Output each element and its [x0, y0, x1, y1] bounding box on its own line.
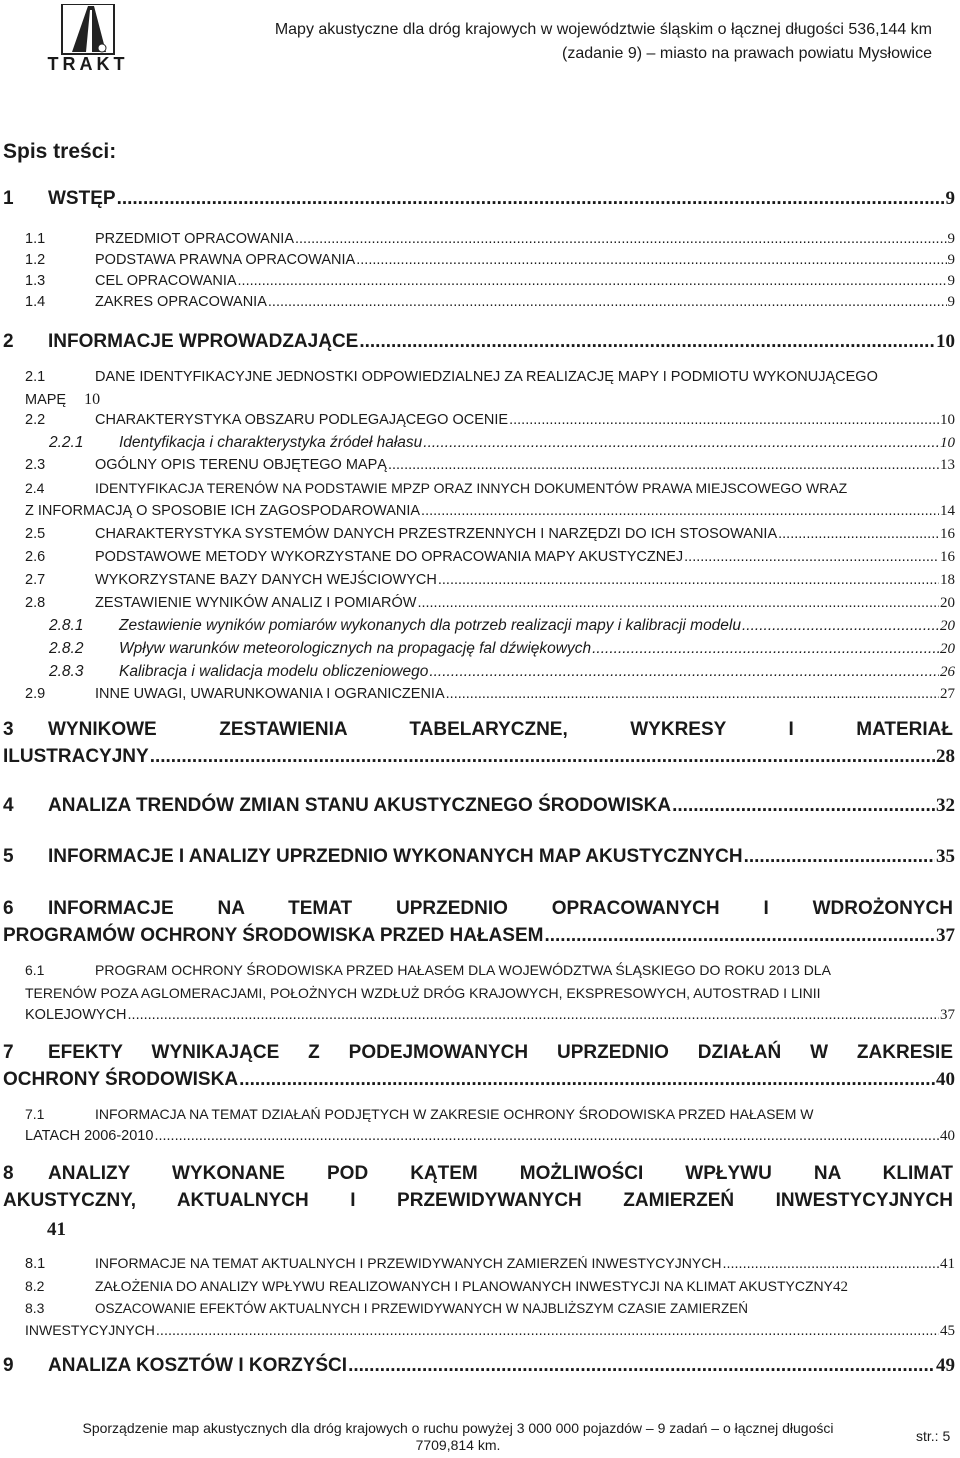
toc-leader	[544, 925, 935, 947]
toc-number: 1.4	[25, 294, 46, 310]
toc-title-text: KOLEJOWYCH	[25, 1007, 127, 1023]
toc-number: 1.2	[25, 252, 46, 268]
toc-number: 2.8.3	[49, 663, 84, 680]
toc-entry-2-8[interactable]	[25, 595, 955, 612]
toc-entry-6[interactable]	[3, 898, 955, 920]
toc-title-text: Wpływ warunków meteorologicznych na propagację fal dźwiękowych	[119, 640, 592, 657]
toc-entry-2-1[interactable]	[25, 369, 878, 385]
toc-entry-5[interactable]	[3, 846, 955, 868]
toc-page: 20	[940, 641, 955, 657]
toc-entry-8-cont[interactable]	[3, 1190, 955, 1212]
toc-number: 2.2.1	[49, 434, 84, 451]
toc-entry-7-1-cont[interactable]	[25, 1128, 955, 1145]
toc-page: 16	[940, 549, 955, 565]
toc-title-text: PROGRAMÓW OCHRONY ŚRODOWISKA PRZED HAŁASEM	[3, 925, 544, 946]
toc-title-text: CHARAKTERYSTYKA SYSTEMÓW DANYCH PRZESTRZENNYCH I NARZĘDZI DO ICH STOSOWANIA	[95, 526, 778, 542]
toc-leader	[154, 1128, 939, 1144]
toc-title-text: CEL OPRACOWANIA	[95, 273, 237, 289]
toc-page: 41	[940, 1256, 955, 1272]
toc-page: 14	[940, 503, 955, 519]
toc-title-text: INFORMACJE NA TEMAT AKTUALNYCH I PRZEWIDYWANYCH ZAMIERZEŃ INWESTYCYJNYCH	[95, 1255, 722, 1271]
toc-leader	[778, 526, 939, 542]
toc-leader	[417, 595, 939, 611]
toc-leader	[429, 663, 939, 681]
toc-title-text: Identyfikacja i charakterystyka źródeł hałasu	[119, 434, 423, 451]
toc-page: 18	[940, 572, 955, 588]
toc-page: 20	[940, 618, 955, 634]
toc-page: 49	[936, 1355, 955, 1376]
toc-leader	[509, 412, 939, 428]
toc-number: 8.2	[25, 1278, 45, 1294]
toc-title-text: EFEKTY WYNIKAJĄCE Z PODEJMOWANYCH UPRZEDNIO DZIAŁAŃ W ZAKRESIE	[48, 1042, 953, 1063]
toc-title-text: ILUSTRACYJNY	[3, 746, 149, 767]
toc-entry-4[interactable]	[3, 795, 955, 817]
toc-number: 3	[3, 719, 14, 740]
toc-title-text: TERENÓW POZA AGLOMERACJAMI, POŁOŻNYCH WZDŁUŻ DRÓG KRAJOWYCH, EKSPRESOWYCH, AUTOSTRAD I LINII	[25, 985, 821, 1001]
toc-leader	[150, 746, 935, 768]
toc-title-text: OSZACOWANIE EFEKTÓW AKTUALNYCH I PRZEWIDYWANYCH W NAJBLIŻSZYM CZASIE ZAMIERZEŃ	[95, 1301, 749, 1316]
toc-page: 13	[940, 457, 955, 473]
toc-number: 2.6	[25, 549, 46, 565]
toc-page: 32	[936, 795, 955, 816]
toc-number: 2.9	[25, 686, 46, 702]
toc-title-text: PRZEDMIOT OPRACOWANIA	[95, 231, 294, 247]
toc-number: 2.8.1	[49, 617, 84, 634]
toc-entry-8-page: 41	[47, 1219, 66, 1240]
toc-title-text: ANALIZY WYKONANE POD KĄTEM MOŻLIWOŚCI WPŁYWU NA KLIMAT	[48, 1163, 953, 1184]
toc-number: 1.3	[25, 273, 46, 289]
toc-title-text: WSTĘP	[48, 188, 116, 209]
toc-number: 9	[3, 1355, 14, 1376]
toc-title-text: OGÓLNY OPIS TERENU OBJĘTEGO MAPĄ	[95, 457, 387, 473]
toc-entry-6-1-cont[interactable]	[25, 985, 821, 1001]
toc-page: 37	[940, 1007, 955, 1023]
toc-page: 16	[940, 526, 955, 542]
footer-line-2: 7709,814 km.	[415, 1437, 501, 1453]
toc-page: 9	[947, 273, 955, 289]
toc-leader	[684, 549, 939, 565]
toc-number: 2.4	[25, 480, 45, 496]
toc-page: 37	[936, 925, 955, 946]
toc-entry-2-2[interactable]	[25, 412, 955, 429]
toc-number: 2.5	[25, 526, 46, 542]
toc-title-text: PODSTAWOWE METODY WYKORZYSTANE DO OPRACOWANIA MAPY AKUSTYCZNEJ	[95, 549, 684, 565]
toc-entry-6-1[interactable]	[25, 962, 831, 978]
toc-title-text: DANE IDENTYFIKACYJNE JEDNOSTKI ODPOWIEDZIALNEJ ZA REALIZACJĘ MAPY I PODMIOTU WYKONUJĄCEGO	[95, 369, 878, 385]
toc-title-text: INFORMACJE WPROWADZAJĄCE	[48, 331, 359, 352]
toc-page: 26	[940, 664, 955, 680]
toc-entry-8[interactable]	[3, 1163, 955, 1185]
toc-title-text: ZAŁOŻENIA DO ANALIZY WPŁYWU REALIZOWANYCH I PLANOWANYCH INWESTYCJI NA KLIMAT AKUSTYCZNY	[95, 1278, 833, 1294]
toc-entry-2-3[interactable]	[25, 457, 955, 474]
toc-title-text: INWESTYCYJNYCH	[25, 1322, 155, 1338]
toc-entry-2-2-1[interactable]	[49, 434, 955, 452]
trakt-logo	[26, 4, 150, 72]
footer-line-1: Sporządzenie map akustycznych dla dróg krajowych o ruchu powyżej 3 000 000 pojazdów – 9 zadań – o łącznej długości	[82, 1420, 834, 1436]
toc-page: 27	[940, 686, 955, 702]
toc-leader	[128, 1007, 939, 1023]
toc-number: 7.1	[25, 1106, 45, 1122]
toc-number: 7	[3, 1042, 14, 1063]
toc-entry-2-8-1[interactable]	[49, 617, 955, 635]
toc-title-text: INNE UWAGI, UWARUNKOWANIA I OGRANICZENIA	[95, 686, 445, 702]
toc-entry-7[interactable]	[3, 1042, 955, 1064]
toc-entry-6-1-cont2[interactable]	[25, 1007, 955, 1024]
toc-number: 2	[3, 331, 14, 352]
toc-title-text: CHARAKTERYSTYKA OBSZARU PODLEGAJĄCEGO OCENIE	[95, 412, 509, 428]
toc-entry-7-cont[interactable]	[3, 1069, 955, 1091]
toc-page: 42	[832, 1279, 848, 1295]
toc-leader	[722, 1256, 939, 1272]
toc-leader	[356, 252, 946, 268]
toc-title-text: ANALIZA TRENDÓW ZMIAN STANU AKUSTYCZNEGO ŚRODOWISKA	[48, 795, 672, 816]
toc-number: 6	[3, 898, 14, 919]
toc-entry-2-5[interactable]	[25, 526, 955, 543]
toc-leader	[359, 331, 935, 353]
toc-entry-2-1-cont[interactable]	[25, 391, 100, 409]
toc-leader	[156, 1323, 939, 1339]
toc-entry-1-1[interactable]	[25, 231, 955, 248]
toc-page: 9	[947, 231, 955, 247]
toc-leader	[239, 1069, 935, 1091]
toc-number: 1.1	[25, 231, 46, 247]
toc-title-text: IDENTYFIKACJA TERENÓW NA PODSTAWIE MPZP ORAZ INNYCH DOKUMENTÓW PRAWA MIEJSCOWEGO WRAZ	[95, 480, 848, 496]
toc-title-text: INFORMACJE I ANALIZY UPRZEDNIO WYKONANYCH MAP AKUSTYCZNYCH	[48, 846, 743, 867]
toc-entry-1-2[interactable]	[25, 252, 955, 269]
toc-page: 9	[945, 188, 955, 209]
toc-leader	[295, 231, 947, 247]
toc-leader	[742, 617, 939, 635]
toc-entry-8-3-cont[interactable]	[25, 1322, 955, 1340]
toc-title-text: WYNIKOWE ZESTAWIENIA TABELARYCZNE, WYKRESY I MATERIAŁ	[48, 719, 953, 740]
toc-title-text: ZESTAWIENIE WYNIKÓW ANALIZ I POMIARÓW	[95, 595, 417, 611]
logo-text: TRAKT	[47, 54, 129, 74]
toc-page: 10	[940, 412, 955, 428]
toc-leader	[438, 572, 939, 588]
toc-entry-1[interactable]	[3, 188, 955, 210]
toc-page: 9	[947, 294, 955, 310]
header-line-2: (zadanie 9) – miasto na prawach powiatu Mysłowice	[562, 45, 932, 62]
toc-title-text: AKUSTYCZNY, AKTUALNYCH I PRZEWIDYWANYCH ZAMIERZEŃ INWESTYCYJNYCH	[3, 1190, 953, 1211]
toc-title-text: Z INFORMACJĄ O SPOSOBIE ICH ZAGOSPODAROWANIA	[25, 503, 421, 519]
toc-page: 45	[940, 1323, 955, 1339]
toc-number: 8	[3, 1163, 14, 1184]
toc-leader	[348, 1355, 935, 1377]
toc-leader	[388, 457, 939, 473]
toc-title-text: OCHRONY ŚRODOWISKA	[3, 1069, 239, 1090]
toc-number: 2.8	[25, 595, 46, 611]
toc-entry-7-1[interactable]	[25, 1106, 814, 1122]
toc-page: 10	[936, 331, 955, 352]
toc-entry-8-2[interactable]	[25, 1278, 848, 1296]
toc-page: 10	[940, 435, 955, 451]
toc-number: 2.7	[25, 572, 46, 588]
toc-number: 8.1	[25, 1256, 46, 1272]
page-number: str.: 5	[916, 1428, 951, 1444]
toc-title-text: PROGRAM OCHRONY ŚRODOWISKA PRZED HAŁASEM DLA WOJEWÓDZTWA ŚLĄSKIEGO DO ROKU 2013 DLA	[95, 962, 831, 978]
toc-entry-1-4[interactable]	[25, 294, 955, 311]
toc-number: 8.3	[25, 1300, 45, 1316]
toc-title-text: MAPĘ	[25, 392, 67, 408]
toc-number: 1	[3, 188, 14, 209]
toc-title-text: Zestawienie wyników pomiarów wykonanych dla potrzeb realizacji mapy i kalibracji modelu	[119, 617, 741, 634]
toc-entry-1-3[interactable]	[25, 273, 955, 290]
toc-page: 10	[84, 391, 101, 408]
toc-leader	[421, 503, 939, 519]
toc-entry-2-9[interactable]	[25, 686, 955, 703]
toc-number: 2.2	[25, 412, 46, 428]
toc-number: 2.3	[25, 457, 46, 473]
toc-number: 5	[3, 846, 14, 867]
toc-entry-8-1[interactable]	[25, 1255, 955, 1273]
footer-text	[18, 1420, 898, 1454]
toc-page: 20	[940, 595, 955, 611]
toc-entry-3-cont[interactable]	[3, 746, 955, 768]
toc-page: 9	[947, 252, 955, 268]
toc-entry-8-3[interactable]	[25, 1300, 748, 1316]
toc-leader	[423, 434, 939, 452]
toc-title-text: PODSTAWA PRAWNA OPRACOWANIA	[95, 252, 356, 268]
toc-leader	[672, 795, 935, 817]
toc-title-text: LATACH 2006-2010	[25, 1128, 154, 1144]
toc-number: 2.1	[25, 369, 46, 385]
toc-entry-2-7[interactable]	[25, 572, 955, 589]
toc-entry-2-6[interactable]	[25, 549, 955, 566]
toc-title-text: Kalibracja i walidacja modelu obliczeniowego	[119, 663, 429, 680]
toc-entry-2-8-3[interactable]	[49, 663, 955, 681]
toc-title-text: INFORMACJA NA TEMAT DZIAŁAŃ PODJĘTYCH W ZAKRESIE OCHRONY ŚRODOWISKA PRZED HAŁASEM W	[95, 1106, 814, 1122]
toc-entry-6-cont[interactable]	[3, 925, 955, 947]
toc-entry-2-4[interactable]	[25, 480, 847, 496]
header-line-1: Mapy akustyczne dla dróg krajowych w województwie śląskim o łącznej długości 536,144 km	[274, 21, 932, 38]
toc-leader	[744, 846, 935, 868]
toc-number: 2.8.2	[49, 640, 84, 657]
toc-title: Spis treści:	[3, 140, 117, 163]
toc-title-text: INFORMACJE NA TEMAT UPRZEDNIO OPRACOWANYCH I WDROŻONYCH	[48, 898, 953, 919]
toc-page: 28	[936, 746, 955, 767]
toc-leader	[238, 273, 947, 289]
toc-leader	[446, 686, 939, 702]
toc-page: 40	[936, 1069, 955, 1090]
toc-entry-9[interactable]	[3, 1355, 955, 1377]
toc-leader	[268, 294, 947, 310]
toc-entry-2-8-2[interactable]	[49, 640, 955, 658]
toc-leader	[592, 640, 939, 658]
toc-title-text: WYKORZYSTANE BAZY DANYCH WEJŚCIOWYCH	[95, 572, 437, 588]
toc-page: 40	[940, 1128, 955, 1144]
toc-title-text: ZAKRES OPRACOWANIA	[95, 294, 267, 310]
toc-page: 35	[936, 846, 955, 867]
toc-entry-2-4-cont[interactable]	[25, 503, 955, 520]
toc-entry-2[interactable]	[3, 331, 955, 353]
toc-number: 4	[3, 795, 14, 816]
toc-leader	[117, 188, 945, 210]
toc-entry-3[interactable]	[3, 719, 955, 741]
toc-title-text: ANALIZA KOSZTÓW I KORZYŚCI	[48, 1355, 348, 1376]
toc-number: 6.1	[25, 962, 45, 978]
